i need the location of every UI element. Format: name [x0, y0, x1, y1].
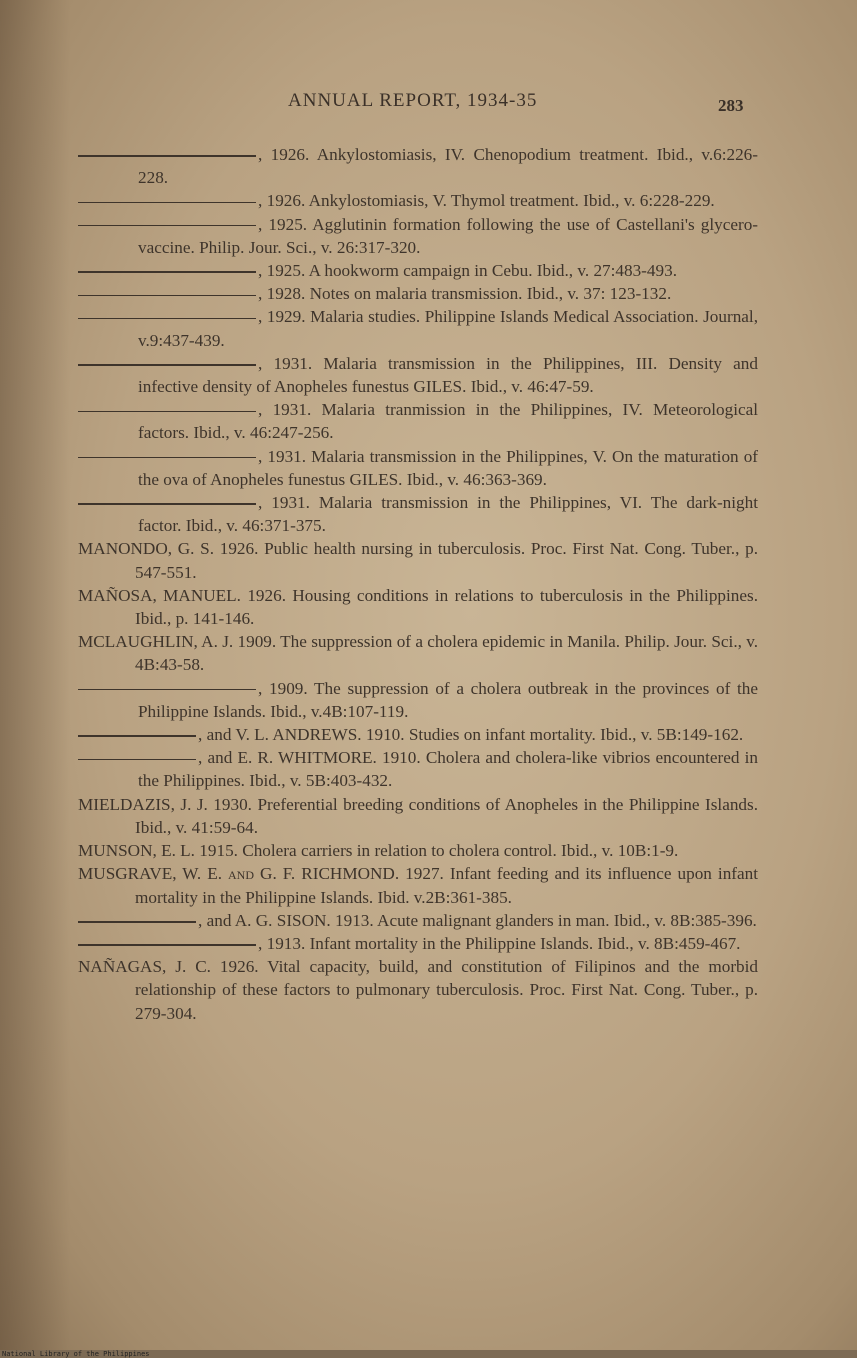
- ditto-dash: [78, 225, 256, 227]
- ditto-dash: [78, 457, 256, 459]
- author-name: MANONDO, G. S.: [78, 539, 215, 559]
- ditto-dash: [78, 735, 196, 737]
- bibliography-entry: , 1926. Ankylostomiasis, IV. Chenopodium treatment. Ibid., v.6:226-228.: [78, 143, 758, 189]
- bibliography-entry: , and A. G. SISON. 1913. Acute malignant glanders in man. Ibid., v. 8B:385-396.: [78, 909, 758, 932]
- library-footer: National Library of the Philippines: [2, 1350, 150, 1358]
- ditto-dash: [78, 155, 256, 157]
- author-name: MCLAUGHLIN, A. J.: [78, 632, 234, 652]
- author-name: MUSGRAVE, W. E. and G. F. RICHMOND.: [78, 864, 400, 884]
- bibliography-entry: , 1925. Agglutinin formation following the use of Castellani's glycero-vaccine. Philip. Jour. Sci., v. 26:317-320.: [78, 213, 758, 259]
- ditto-dash: [78, 318, 256, 320]
- page-header: [0, 90, 857, 120]
- page-number: 283: [718, 96, 744, 115]
- bibliography-entry: , 1931. Malaria tranmission in the Philippines, IV. Meteorological factors. Ibid., v. 46:247-256.: [78, 398, 758, 444]
- bibliography-entry: , 1909. The suppression of a cholera outbreak in the provinces of the Philippine Islands. Ibid., v.4B:107-119.: [78, 677, 758, 723]
- ditto-dash: [78, 503, 256, 505]
- ditto-dash: [78, 295, 256, 297]
- ditto-dash: [78, 202, 256, 204]
- ditto-dash: [78, 944, 256, 946]
- bibliography-entry: , and E. R. WHITMORE. 1910. Cholera and cholera-like vibrios encountered in the Philippines. Ibid., v. 5B:403-432.: [78, 746, 758, 792]
- author-name: NAÑAGAS, J. C.: [78, 957, 211, 977]
- bibliography-entry: , 1925. A hookworm campaign in Cebu. Ibid., v. 27:483-493.: [78, 259, 758, 282]
- bibliography-entry: , 1929. Malaria studies. Philippine Islands Medical Association. Journal, v.9:437-439.: [78, 305, 758, 351]
- running-title: ANNUAL REPORT, 1934-35: [288, 90, 538, 111]
- bibliography-entry: , 1931. Malaria transmission in the Philippines, III. Density and infective density of Anopheles funestus GILES. Ibid., v. 46:47-59.: [78, 352, 758, 398]
- author-name: MIELDAZIS, J. J.: [78, 794, 208, 814]
- bibliography-entry: MUNSON, E. L. 1915. Cholera carriers in relation to cholera control. Ibid., v. 10B:1-9.: [78, 841, 679, 861]
- bibliography-entry: MCLAUGHLIN, A. J. 1909. The suppression of a cholera epidemic in Manila. Philip. Jour. Sci., v. 4B:43-58.: [78, 632, 758, 675]
- bibliography-entry: , 1913. Infant mortality in the Philippine Islands. Ibid., v. 8B:459-467.: [78, 932, 758, 955]
- ditto-dash: [78, 271, 256, 273]
- bibliography-list: [78, 143, 758, 1025]
- author-name: MUNSON, E. L.: [78, 841, 195, 861]
- bibliography-entry: NAÑAGAS, J. C. 1926. Vital capacity, build, and constitution of Filipinos and the morbid relationship of these factors to pulmonary tuberculosis. Proc. First Nat. Cong. Tuber., p. 279-304.: [78, 957, 759, 1023]
- bibliography-entry: , 1928. Notes on malaria transmission. Ibid., v. 37: 123-132.: [78, 282, 758, 305]
- ditto-dash: [78, 411, 256, 413]
- bibliography-entry: , 1926. Ankylostomiasis, V. Thymol treatment. Ibid., v. 6:228-229.: [78, 189, 758, 212]
- ditto-dash: [78, 921, 196, 923]
- bibliography-entry: MANONDO, G. S. 1926. Public health nursing in tuberculosis. Proc. First Nat. Cong. Tuber., p. 547-551.: [78, 539, 758, 582]
- bibliography-entry: , 1931. Malaria transmission in the Philippines, VI. The dark-night factor. Ibid., v. 46:371-375.: [78, 491, 758, 537]
- bibliography-entry: MAÑOSA, MANUEL. 1926. Housing conditions in relations to tuberculosis in the Philippines. Ibid., p. 141-146.: [78, 585, 759, 629]
- ditto-dash: [78, 759, 196, 761]
- bibliography-entry: , and V. L. ANDREWS. 1910. Studies on infant mortality. Ibid., v. 5B:149-162.: [78, 723, 758, 746]
- author-name: MAÑOSA, MANUEL.: [78, 585, 241, 605]
- bibliography-entry: , 1931. Malaria transmission in the Philippines, V. On the maturation of the ova of Anopheles funestus GILES. Ibid., v. 46:363-369.: [78, 445, 758, 491]
- ditto-dash: [78, 364, 256, 366]
- bibliography-entry: MUSGRAVE, W. E. and G. F. RICHMOND. 1927. Infant feeding and its influence upon infant mortality in the Philippine Islands. Ibid. v.2B:361-385.: [78, 864, 759, 907]
- ditto-dash: [78, 689, 256, 691]
- bibliography-entry: MIELDAZIS, J. J. 1930. Preferential breeding conditions of Anopheles in the Philippine Islands. Ibid., v. 41:59-64.: [78, 794, 758, 837]
